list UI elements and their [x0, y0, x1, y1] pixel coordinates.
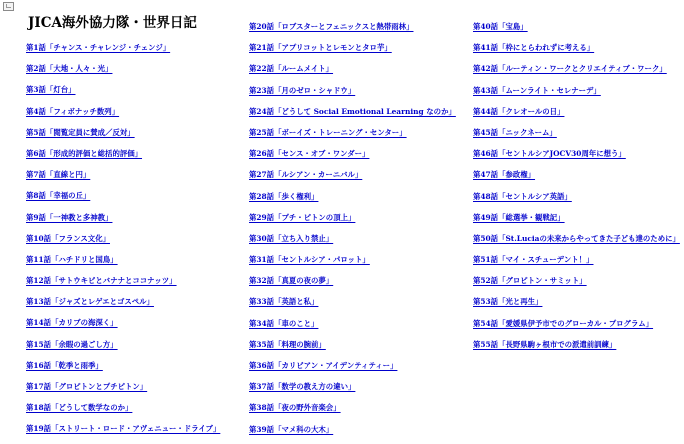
episode-link[interactable]: 第13話「ジャズとレゲエとゴスペル」 [26, 297, 154, 307]
episode-link[interactable]: 第36話「カリビアン・アイデンティティー」 [249, 361, 398, 370]
list-item [473, 165, 680, 186]
list-item [473, 271, 680, 292]
episode-link[interactable]: 第49話「総選挙・観戦記」 [473, 212, 565, 222]
list-item [249, 377, 456, 398]
episode-link[interactable]: 第51話「マイ・スチューデント！」 [473, 255, 594, 265]
list-item [473, 187, 680, 208]
list-item [26, 144, 220, 165]
episode-link[interactable]: 第43話「ムーンライト・セレナーデ」 [473, 85, 601, 95]
list-item [473, 17, 680, 38]
episode-link[interactable]: 第41話「枠にとらわれずに考える」 [473, 43, 595, 53]
episode-link[interactable]: 第34話「車のこと」 [249, 318, 319, 328]
episode-link[interactable]: 第9話「一神教と多神教」 [26, 212, 113, 222]
list-item [249, 292, 456, 313]
episode-link[interactable]: 第31話「セントルシア・パロット」 [249, 255, 370, 265]
list-item [249, 81, 456, 102]
list-item [26, 377, 220, 398]
list-item [473, 123, 680, 144]
episode-link[interactable]: 第4話「フィボナッチ数列」 [26, 106, 120, 116]
episode-list [249, 17, 456, 441]
episode-column-3 [473, 17, 680, 356]
episode-link[interactable]: 第11話「ハチドリと国鳥」 [26, 254, 118, 264]
list-item [249, 420, 456, 441]
episode-link[interactable]: 第15話「余暇の過ごし方」 [26, 339, 118, 349]
episode-link[interactable]: 第26話「センス・オブ・ワンダー」 [249, 149, 370, 159]
episode-link[interactable]: 第37話「数学の教え方の違い」 [249, 382, 356, 392]
list-item [473, 38, 680, 59]
episode-column-2 [249, 17, 456, 441]
list-item [473, 208, 680, 229]
list-item [249, 187, 456, 208]
episode-link[interactable]: 第10話「フランス文化」 [26, 233, 110, 243]
episode-link[interactable]: 第19話「ストリート・ロード・アヴェニュー・ドライブ」 [26, 424, 221, 434]
episode-link[interactable]: 第25話「ボーイズ・トレーニング・センター」 [249, 127, 407, 137]
list-item [473, 144, 680, 165]
episode-link[interactable]: 第52話「グロピトン・サミット」 [473, 276, 587, 286]
episode-link[interactable]: 第28話「歩く権利」 [249, 191, 319, 201]
list-item [249, 271, 456, 292]
episode-link[interactable]: 第7話「直線と円」 [26, 170, 91, 180]
list-item [249, 165, 456, 186]
list-item [26, 80, 220, 101]
list-item [249, 59, 456, 80]
episode-link[interactable]: 第21話「アプリコットとレモンとタロ芋」 [249, 43, 392, 53]
list-item [26, 186, 220, 207]
list-item [26, 419, 220, 440]
list-item [249, 250, 456, 271]
frame-icon [3, 2, 14, 11]
episode-list [26, 38, 220, 441]
episode-link[interactable]: 第6話「形成的評価と総括的評価」 [26, 148, 143, 158]
list-item [249, 356, 456, 377]
list-item [249, 335, 456, 356]
episode-column-1 [26, 38, 220, 441]
episode-link[interactable]: 第44話「クレオールの日」 [473, 106, 565, 116]
episode-link[interactable]: 第1話「チャンス・チャレンジ・チェンジ」 [26, 43, 171, 52]
episode-link[interactable]: 第47話「参政権」 [473, 170, 536, 180]
episode-link[interactable]: 第33話「英語と私」 [249, 297, 319, 307]
episode-link[interactable]: 第12話「サトウキビとバナナとココナッツ」 [26, 276, 177, 286]
episode-link[interactable]: 第35話「料理の腕前」 [249, 339, 326, 349]
list-item [473, 335, 680, 356]
list-item [249, 144, 456, 165]
list-item [473, 314, 680, 335]
episode-link[interactable]: 第23話「月のゼロ・シャドウ」 [249, 85, 356, 95]
episode-link[interactable]: 第27話「ルシアン・カーニバル」 [249, 170, 363, 180]
list-item [249, 314, 456, 335]
episode-link[interactable]: 第46話「セントルシアJOCV30周年に想う」 [473, 149, 626, 159]
list-item [26, 335, 220, 356]
episode-link[interactable]: 第39話「マメ科の大木」 [249, 424, 334, 434]
list-item [26, 208, 220, 229]
episode-link[interactable]: 第40話「宝島」 [473, 22, 528, 31]
episode-link[interactable]: 第16話「乾季と雨季」 [26, 360, 103, 370]
list-item [473, 229, 680, 250]
list-item [249, 38, 456, 59]
episode-link[interactable]: 第50話「St.Luciaの未来からやってきた子ども達のために」 [473, 233, 680, 243]
episode-link[interactable]: 第38話「夜の野外音楽会」 [249, 403, 341, 413]
list-item [26, 356, 220, 377]
episode-link[interactable]: 第5話「閲覧定員に賛成／反対」 [26, 127, 135, 137]
episode-link[interactable]: 第14話「カリブの海深く」 [26, 318, 118, 328]
episode-link[interactable]: 第8話「幸福の丘」 [26, 191, 91, 201]
episode-link[interactable]: 第22話「ルームメイト」 [249, 64, 334, 74]
list-item [26, 229, 220, 250]
list-item [473, 292, 680, 313]
episode-link[interactable]: 第3話「灯台」 [26, 85, 76, 95]
list-item [249, 102, 456, 123]
episode-link[interactable]: 第54話「愛媛県伊予市でのグローカル・プログラム」 [473, 318, 654, 328]
episode-link[interactable]: 第29話「プチ・ピトンの頂上」 [249, 212, 356, 222]
list-item [26, 271, 220, 292]
list-item [249, 123, 456, 144]
page-title: JICA海外協力隊・世界日記 [28, 15, 197, 31]
episode-link[interactable]: 第18話「どうして数学なのか」 [26, 403, 133, 413]
episode-link[interactable]: 第20話「ロブスターとフェニックスと熱帯雨林」 [249, 22, 414, 31]
episode-link[interactable]: 第42話「ルーティン・ワークとクリエイティブ・ワーク」 [473, 64, 667, 74]
episode-link[interactable]: 第55話「長野県駒ヶ根市での派遣前訓練」 [473, 339, 617, 349]
list-item [26, 313, 220, 334]
episode-link[interactable]: 第2話「大地・人々・光」 [26, 64, 113, 74]
list-item [26, 59, 220, 80]
list-item [26, 292, 220, 313]
list-item [26, 250, 220, 271]
list-item [249, 17, 456, 38]
list-item [249, 398, 456, 419]
episode-link[interactable]: 第48話「セントルシア英語」 [473, 191, 572, 201]
list-item [473, 250, 680, 271]
list-item [249, 229, 456, 250]
episode-link[interactable]: 第17話「グロピトンとプチピトン」 [26, 382, 148, 391]
list-item [26, 398, 220, 419]
list-item [26, 123, 220, 144]
episode-link[interactable]: 第30話「立ち入り禁止」 [249, 233, 334, 243]
list-item [26, 38, 220, 59]
episode-list [473, 17, 680, 356]
episode-link[interactable]: 第32話「真夏の夜の夢」 [249, 276, 334, 286]
list-item [26, 102, 220, 123]
list-item [473, 81, 680, 102]
list-item [26, 165, 220, 186]
episode-link[interactable]: 第45話「ニックネーム」 [473, 127, 557, 137]
list-item [473, 102, 680, 123]
episode-link[interactable]: 第24話「どうして Social Emotional Learning なのか」 [249, 106, 456, 116]
episode-link[interactable]: 第53話「光と再生」 [473, 297, 543, 307]
list-item [249, 208, 456, 229]
list-item [473, 59, 680, 80]
